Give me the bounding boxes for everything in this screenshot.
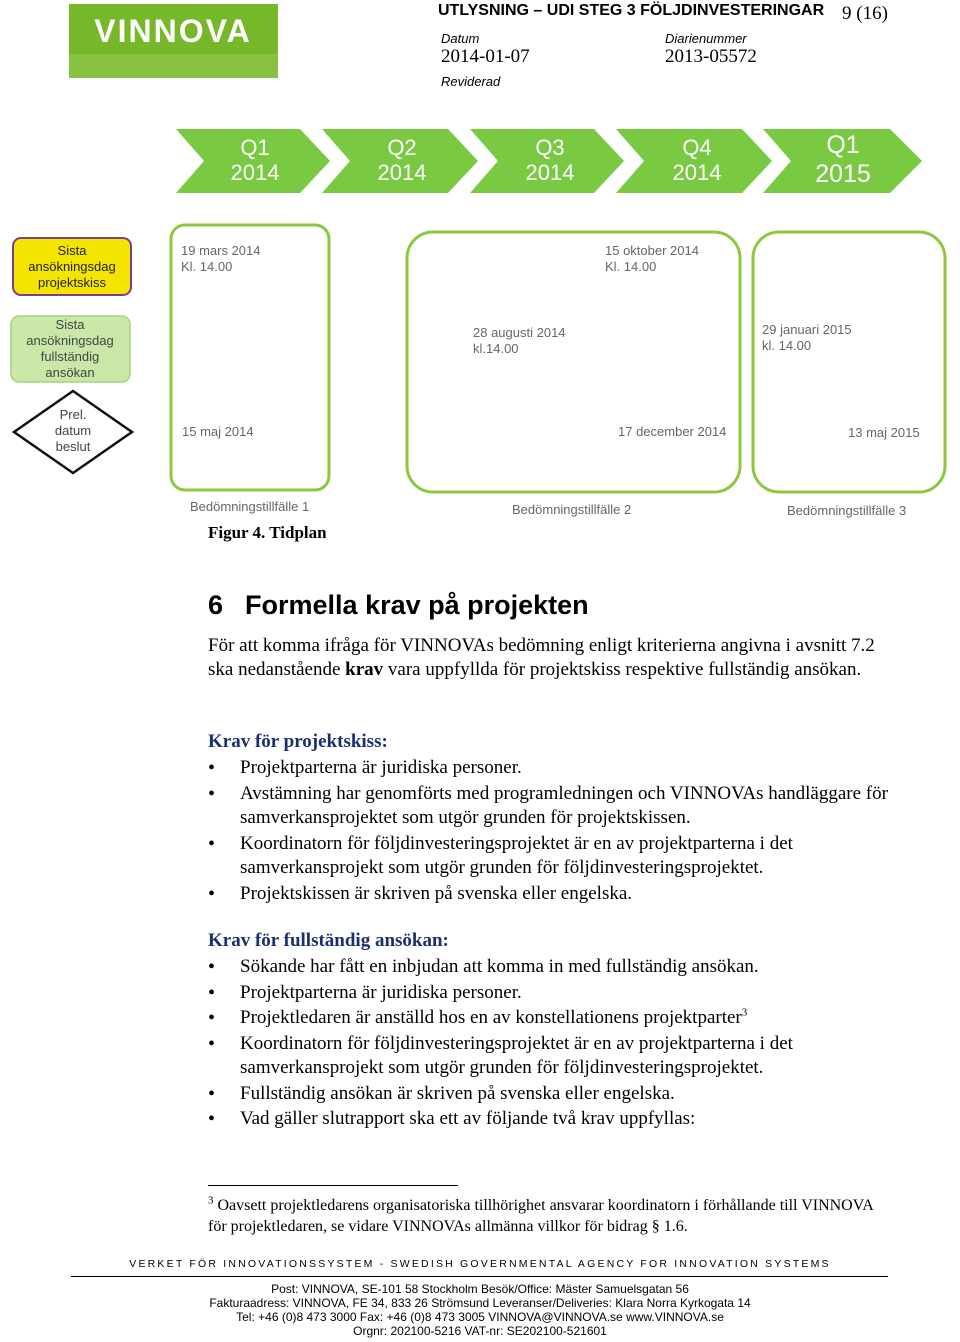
list-item: • Sökande har fått en inbjudan att komma in med fullständig ansökan. xyxy=(208,955,898,980)
figure-caption: Figur 4. Tidplan xyxy=(208,523,327,542)
svg-text:28 augusti 2014: 28 augusti 2014 xyxy=(473,325,566,340)
period-box-3 xyxy=(753,232,945,492)
list-item: • Projektparterna är juridiska personer. xyxy=(208,981,898,1006)
round-2-label: Bedömningstillfälle 2 xyxy=(512,502,632,517)
q-year: 2014 xyxy=(672,160,722,185)
list-item: • Projektskissen är skriven på svenska eller engelska. xyxy=(208,882,898,907)
section-title: Formella krav på projekten xyxy=(245,590,589,620)
svg-text:15 maj 2014: 15 maj 2014 xyxy=(182,424,254,439)
svg-text:ansökan: ansökan xyxy=(45,365,95,380)
svg-text:projektskiss: projektskiss xyxy=(38,275,106,290)
section-heading xyxy=(208,590,589,621)
svg-text:beslut: beslut xyxy=(55,439,91,454)
svg-text:fullständig: fullständig xyxy=(40,349,100,364)
svg-text:kl.14.00: kl.14.00 xyxy=(473,341,519,356)
section-intro: För att komma ifråga för VINNOVAs bedömning enligt kriterierna angivna i avsnitt 7.2 ska nedanstående krav vara uppfyllda för projektskiss respektive fullständig ansökan. xyxy=(208,635,875,680)
svg-text:Sista: Sista xyxy=(55,317,85,332)
round-1-label: Bedömningstillfälle 1 xyxy=(190,499,310,514)
full-requirements-list xyxy=(208,955,898,1133)
q-year: 2014 xyxy=(525,160,575,185)
q-label: Q4 xyxy=(682,135,712,160)
date-value: 2014-01-07 xyxy=(441,46,530,67)
footer-agency: VERKET FÖR INNOVATIONSSYSTEM - SWEDISH GOVERNMENTAL AGENCY FOR INNOVATION SYSTEMS xyxy=(129,1258,831,1270)
date-label: Datum xyxy=(441,31,480,46)
list-item: • Fullständig ansökan är skriven på svenska eller engelska. xyxy=(208,1082,898,1107)
logo-text: VINNOVA xyxy=(94,13,252,49)
q-year: 2015 xyxy=(815,160,871,188)
svg-text:13 maj 2015: 13 maj 2015 xyxy=(848,425,920,440)
svg-text:29 januari 2015: 29 januari 2015 xyxy=(762,322,852,337)
footnote: $^3$ Oavsett projektledarens organisatoriska tillhörighet ansvarar koordinatorn i förhållande till VINNOVA för projektledaren, se vidare VINNOVAs allmänna villkor för bidrag § 1.6. xyxy=(208,1194,873,1235)
footer-invoice: Fakturaadress: VINNOVA, FE 34, 833 26 Strömsund Leveranser/Deliveries: Klara Norra Kyrkogata 14 xyxy=(209,1296,751,1310)
svg-text:kl. 14.00: kl. 14.00 xyxy=(762,338,812,353)
q-year: 2014 xyxy=(377,160,427,185)
list-item: • Vad gäller slutrapport ska ett av följande två krav uppfyllas: xyxy=(208,1107,898,1132)
footer-rule xyxy=(71,1276,888,1277)
document-title: UTLYSNING – UDI STEG 3 FÖLJDINVESTERINGAR xyxy=(438,2,825,19)
q-label: Q3 xyxy=(535,135,565,160)
footer-postal: Post: VINNOVA, SE-101 58 Stockholm Besök/Office: Mäster Samuelsgatan 56 xyxy=(271,1282,689,1296)
section-number: 6 xyxy=(208,590,224,620)
sketch-requirements-heading: Krav för projektskiss: xyxy=(208,731,388,752)
full-requirements-heading: Krav för fullständig ansökan: xyxy=(208,930,449,951)
svg-text:15 oktober 2014: 15 oktober 2014 xyxy=(605,243,699,258)
list-item: • Projektparterna är juridiska personer. xyxy=(208,756,898,781)
timeline-figure xyxy=(0,120,960,520)
svg-text:ansökningsdag: ansökningsdag xyxy=(28,259,116,274)
q-label: Q1 xyxy=(826,131,860,159)
q-label: Q2 xyxy=(387,135,417,160)
reg-number-label: Diarienummer xyxy=(665,31,747,46)
footer-orgnr: Orgnr: 202100-5216 VAT-nr: SE202100-521601 xyxy=(353,1324,607,1338)
svg-text:Kl. 14.00: Kl. 14.00 xyxy=(605,259,657,274)
footer-contact: Tel: +46 (0)8 473 3000 Fax: +46 (0)8 473 3005 VINNOVA@VINNOVA.se www.VINNOVA.se xyxy=(236,1310,724,1324)
svg-text:Prel.: Prel. xyxy=(59,407,87,422)
svg-text:Sista: Sista xyxy=(57,243,87,258)
list-item: • Koordinatorn för följdinvesteringsprojektet är en av projektparterna i det samverkansprojekt som utgör grunden för följdinvesteringsprojektet. xyxy=(208,832,898,881)
footnote-rule xyxy=(208,1185,458,1186)
period-box-2 xyxy=(407,232,740,492)
q-year: 2014 xyxy=(230,160,280,185)
reg-number-value: 2013-05572 xyxy=(665,46,757,67)
vinnova-logo xyxy=(69,4,278,78)
sketch-requirements-list xyxy=(208,756,898,907)
svg-text:datum: datum xyxy=(54,423,92,438)
list-item: • Avstämning har genomförts med programledningen och VINNOVAs handläggare för samverkansprojektet som utgör grunden för projektskissen. xyxy=(208,782,898,831)
svg-text:Kl. 14.00: Kl. 14.00 xyxy=(181,259,233,274)
q-label: Q1 xyxy=(240,135,270,160)
svg-text:ansökningsdag: ansökningsdag xyxy=(26,333,114,348)
footnote-ref[interactable]: 3 xyxy=(741,1006,748,1019)
round-3-label: Bedömningstillfälle 3 xyxy=(787,503,907,518)
page-number: 9 (16) xyxy=(842,3,888,24)
svg-text:19 mars 2014: 19 mars 2014 xyxy=(181,243,261,258)
svg-text:17 december 2014: 17 december 2014 xyxy=(618,424,727,439)
list-item: • Koordinatorn för följdinvesteringsprojektet är en av projektparterna i det samverkansprojekt som utgör grunden för följdinvesteringsprojektet. xyxy=(208,1032,898,1081)
list-item: • Projektledaren är anställd hos en av konstellationens projektparter$^3$ xyxy=(208,1006,898,1031)
revised-label: Reviderad xyxy=(441,74,501,89)
